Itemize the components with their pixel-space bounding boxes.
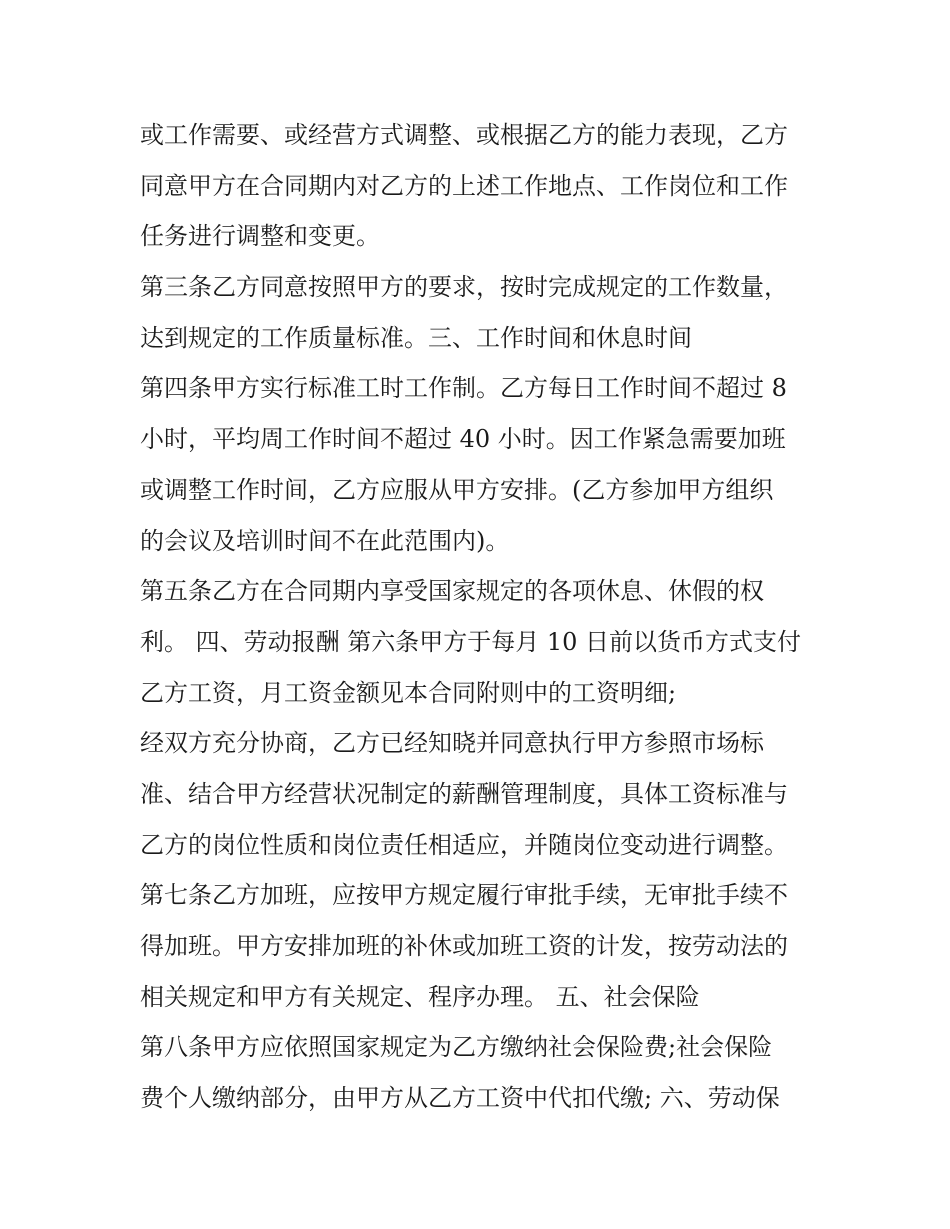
text-line: 利。 四、劳动报酬 第六条甲方于每月 10 日前以货币方式支付 (140, 627, 802, 656)
text-line: 费个人缴纳部分，由甲方从乙方工资中代扣代缴; 六、劳动保 (140, 1084, 780, 1113)
text-line: 达到规定的工作质量标准。三、工作时间和休息时间 (140, 323, 692, 352)
text-line: 得加班。甲方安排加班的补休或加班工资的计发，按劳动法的 (140, 932, 788, 960)
text-line: 任务进行调整和变更。 (140, 222, 380, 251)
text-line: 乙方的岗位性质和岗位责任相适应，并随岗位变动进行调整。 (140, 830, 788, 859)
text-line: 第八条甲方应依照国家规定为乙方缴纳社会保险费;社会保险 (140, 1033, 773, 1062)
text-line: 第五条乙方在合同期内享受国家规定的各项休息、休假的权 (140, 577, 764, 606)
text-line: 小时，平均周工作时间不超过 40 小时。因工作紧急需要加班 (140, 425, 786, 454)
text-line: 准、结合甲方经营状况制定的薪酬管理制度，具体工资标准与 (140, 779, 788, 808)
text-line: 相关规定和甲方有关规定、程序办理。 五、社会保险 (140, 982, 700, 1011)
text-line: 第四条甲方实行标准工时工作制。乙方每日工作时间不超过 8 (140, 374, 787, 403)
text-line: 第七条乙方加班，应按甲方规定履行审批手续，无审批手续不 (140, 881, 788, 910)
text-line: 同意甲方在合同期内对乙方的上述工作地点、工作岗位和工作 (140, 171, 788, 200)
text-line: 或工作需要、或经营方式调整、或根据乙方的能力表现，乙方 (140, 121, 788, 149)
text-line: 第三条乙方同意按照甲方的要求，按时完成规定的工作数量， (140, 273, 788, 302)
text-line: 或调整工作时间，乙方应服从甲方安排。(乙方参加甲方组织 (140, 475, 774, 504)
text-line: 经双方充分协商，乙方已经知晓并同意执行甲方参照市场标 (140, 729, 764, 758)
text-line: 的会议及培训时间不在此范围内)。 (140, 526, 510, 555)
contract-text-body (140, 110, 820, 1124)
text-line: 乙方工资，月工资金额见本合同附则中的工资明细; (140, 678, 677, 707)
